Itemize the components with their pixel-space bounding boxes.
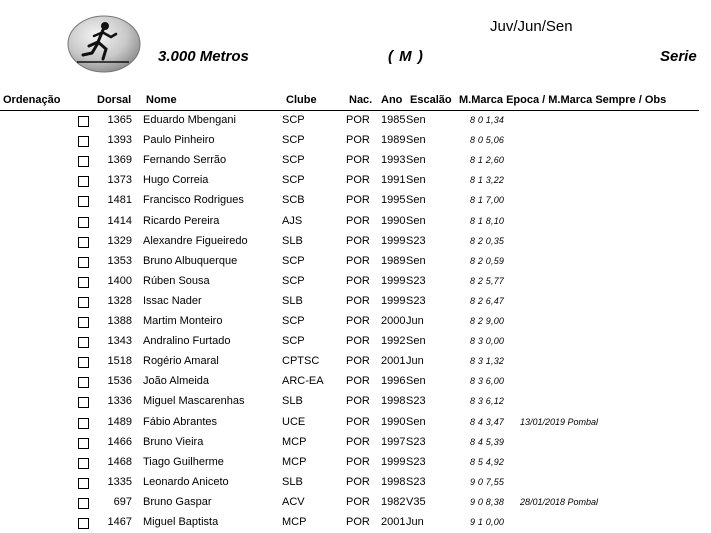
categories-label: Juv/Jun/Sen xyxy=(490,18,573,35)
category-cell: Jun xyxy=(406,315,424,327)
table-row xyxy=(0,252,711,272)
best-mark-cell: 8 2 6,47 xyxy=(470,295,505,306)
bib-cell: 1388 xyxy=(107,315,132,327)
row-checkbox[interactable] xyxy=(78,317,89,328)
athlete-name: Bruno Gaspar xyxy=(143,495,212,508)
club-cell: SLB xyxy=(282,234,303,247)
bib-cell: 1335 xyxy=(107,475,132,488)
col-header-clube: Clube xyxy=(286,94,317,106)
club-cell: SLB xyxy=(282,395,303,408)
athlete-name: Leonardo Aniceto xyxy=(143,475,229,488)
birth-year-cell: 1996 xyxy=(381,375,406,388)
nationality-cell: POR xyxy=(346,375,370,388)
club-cell: MCP xyxy=(282,516,307,528)
table-row xyxy=(0,232,711,252)
table-row xyxy=(0,453,711,473)
club-cell: SCP xyxy=(282,134,305,147)
athlete-name: Fábio Abrantes xyxy=(143,415,217,428)
bib-cell: 1336 xyxy=(107,395,132,408)
row-checkbox[interactable] xyxy=(78,156,89,167)
athlete-name: João Almeida xyxy=(143,375,210,388)
nationality-cell: POR xyxy=(346,174,370,187)
table-row xyxy=(0,493,711,513)
table-row xyxy=(0,191,711,211)
nationality-cell: POR xyxy=(346,294,370,307)
nationality-cell: POR xyxy=(346,335,370,348)
nationality-cell: POR xyxy=(346,435,370,448)
col-header-nome: Nome xyxy=(146,94,177,106)
birth-year-cell: 2001 xyxy=(381,516,406,528)
birth-year-cell: 1985 xyxy=(381,114,406,126)
row-checkbox[interactable] xyxy=(78,498,89,509)
obs-cell: 13/01/2019 Pombal xyxy=(520,416,599,427)
row-checkbox[interactable] xyxy=(78,217,89,228)
category-cell: Sen xyxy=(406,154,426,167)
nationality-cell: POR xyxy=(346,395,370,408)
col-header-ordenacao: Ordenação xyxy=(3,94,61,106)
athlete-name: Bruno Vieira xyxy=(143,435,204,448)
category-cell: Sen xyxy=(406,375,426,388)
category-cell: S23 xyxy=(406,234,426,247)
bib-cell: 1369 xyxy=(107,154,132,167)
table-row xyxy=(0,392,711,412)
bib-cell: 1373 xyxy=(107,174,132,187)
birth-year-cell: 1990 xyxy=(381,214,406,227)
category-cell: Sen xyxy=(406,335,426,348)
row-checkbox[interactable] xyxy=(78,458,89,469)
birth-year-cell: 1993 xyxy=(381,154,406,167)
best-mark-cell: 8 3 6,12 xyxy=(470,396,505,407)
club-cell: SCP xyxy=(282,174,305,187)
category-cell: Sen xyxy=(406,214,426,227)
category-cell: V35 xyxy=(406,495,426,508)
birth-year-cell: 1998 xyxy=(381,395,406,408)
bib-cell: 1414 xyxy=(107,214,132,227)
club-cell: UCE xyxy=(282,415,306,428)
bib-cell: 1365 xyxy=(107,114,132,126)
bib-cell: 697 xyxy=(113,495,132,508)
col-header-nac: Nac. xyxy=(349,94,373,106)
best-mark-cell: 9 0 8,38 xyxy=(470,496,505,507)
row-checkbox[interactable] xyxy=(78,397,89,408)
nationality-cell: POR xyxy=(346,475,370,488)
category-cell: Sen xyxy=(406,194,426,207)
birth-year-cell: 2000 xyxy=(381,315,406,327)
table-row xyxy=(0,332,711,352)
best-mark-cell: 8 0 1,34 xyxy=(470,115,505,125)
bib-cell: 1466 xyxy=(107,435,132,448)
best-mark-cell: 8 2 0,59 xyxy=(470,255,505,266)
nationality-cell: POR xyxy=(346,355,370,368)
club-cell: SLB xyxy=(282,475,303,488)
category-cell: S23 xyxy=(406,395,426,408)
athlete-name: Andralino Furtado xyxy=(143,335,231,348)
category-cell: S23 xyxy=(406,294,426,307)
category-cell: Sen xyxy=(406,134,426,147)
table-row xyxy=(0,433,711,453)
nationality-cell: POR xyxy=(346,495,370,508)
category-cell: Jun xyxy=(406,355,424,368)
bib-cell: 1518 xyxy=(107,355,132,368)
birth-year-cell: 1982 xyxy=(381,495,406,508)
bib-cell: 1467 xyxy=(107,516,132,528)
nationality-cell: POR xyxy=(346,415,370,428)
row-checkbox[interactable] xyxy=(78,478,89,489)
row-checkbox[interactable] xyxy=(78,237,89,248)
athlete-name: Ricardo Pereira xyxy=(143,214,220,227)
row-checkbox[interactable] xyxy=(78,116,89,127)
federation-logo xyxy=(67,15,141,73)
best-mark-cell: 8 3 1,32 xyxy=(470,356,505,367)
club-cell: MCP xyxy=(282,435,307,448)
best-mark-cell: 8 5 4,92 xyxy=(470,456,505,467)
athlete-name: Miguel Mascarenhas xyxy=(143,395,245,408)
athlete-name: Hugo Correia xyxy=(143,174,209,187)
category-cell: S23 xyxy=(406,274,426,287)
table-row xyxy=(0,151,711,171)
nationality-cell: POR xyxy=(346,234,370,247)
club-cell: SCP xyxy=(282,315,305,327)
category-cell: S23 xyxy=(406,475,426,488)
best-mark-cell: 8 4 3,47 xyxy=(470,416,505,427)
club-cell: ACV xyxy=(282,495,305,508)
table-row xyxy=(0,272,711,292)
row-checkbox[interactable] xyxy=(78,438,89,449)
athlete-name: Alexandre Figueiredo xyxy=(143,234,248,247)
club-cell: MCP xyxy=(282,455,307,468)
bib-cell: 1536 xyxy=(107,375,132,388)
obs-cell: 28/01/2018 Pombal xyxy=(520,496,599,507)
birth-year-cell: 1999 xyxy=(381,294,406,307)
row-checkbox[interactable] xyxy=(78,377,89,388)
table-row xyxy=(0,352,711,372)
col-header-marks: M.Marca Epoca / M.Marca Sempre / Obs xyxy=(459,94,667,106)
best-mark-cell: 8 0 5,06 xyxy=(470,135,505,146)
bib-cell: 1489 xyxy=(107,415,132,428)
nationality-cell: POR xyxy=(346,315,370,327)
bib-cell: 1481 xyxy=(107,194,132,207)
row-checkbox[interactable] xyxy=(78,136,89,147)
athlete-name: Rogério Amaral xyxy=(143,355,219,368)
birth-year-cell: 1989 xyxy=(381,254,406,267)
nationality-cell: POR xyxy=(346,214,370,227)
nationality-cell: POR xyxy=(346,134,370,147)
athlete-name: Martim Monteiro xyxy=(143,315,223,327)
table-row xyxy=(0,212,711,232)
col-header-escalao: Escalão xyxy=(410,94,452,106)
club-cell: SCP xyxy=(282,335,305,348)
best-mark-cell: 8 2 9,00 xyxy=(470,316,505,326)
best-mark-cell: 8 4 5,39 xyxy=(470,436,505,447)
row-checkbox[interactable] xyxy=(78,518,89,529)
nationality-cell: POR xyxy=(346,154,370,167)
category-cell: S23 xyxy=(406,435,426,448)
table-row xyxy=(0,513,711,533)
birth-year-cell: 1995 xyxy=(381,194,406,207)
nationality-cell: POR xyxy=(346,194,370,207)
category-cell: Sen xyxy=(406,415,426,428)
runner-logo-icon xyxy=(67,15,141,73)
category-cell: Sen xyxy=(406,174,426,187)
row-checkbox[interactable] xyxy=(78,297,89,308)
bib-cell: 1353 xyxy=(107,254,132,267)
club-cell: SCB xyxy=(282,194,305,207)
birth-year-cell: 1998 xyxy=(381,475,406,488)
best-mark-cell: 8 3 6,00 xyxy=(470,376,505,387)
table-row xyxy=(0,413,711,433)
bib-cell: 1328 xyxy=(107,294,132,307)
best-mark-cell: 8 1 7,00 xyxy=(470,195,505,206)
nationality-cell: POR xyxy=(346,274,370,287)
nationality-cell: POR xyxy=(346,114,370,126)
best-mark-cell: 8 3 0,00 xyxy=(470,336,505,347)
row-checkbox[interactable] xyxy=(78,277,89,288)
athlete-name: Bruno Albuquerque xyxy=(143,254,238,267)
row-checkbox[interactable] xyxy=(78,357,89,368)
best-mark-cell: 8 2 5,77 xyxy=(470,275,505,286)
serie-label: Serie xyxy=(660,48,697,65)
table-row xyxy=(0,473,711,493)
best-mark-cell: 8 1 3,22 xyxy=(470,175,505,186)
birth-year-cell: 1999 xyxy=(381,455,406,468)
birth-year-cell: 2001 xyxy=(381,355,406,368)
best-mark-cell: 8 1 8,10 xyxy=(470,215,505,226)
table-row xyxy=(0,131,711,151)
row-checkbox[interactable] xyxy=(78,196,89,207)
nationality-cell: POR xyxy=(346,516,370,528)
club-cell: SCP xyxy=(282,114,305,126)
birth-year-cell: 1999 xyxy=(381,274,406,287)
club-cell: CPTSC xyxy=(282,355,320,368)
athlete-name: Francisco Rodrigues xyxy=(143,194,244,207)
bib-cell: 1400 xyxy=(107,274,132,287)
table-row xyxy=(0,171,711,191)
category-cell: S23 xyxy=(406,455,426,468)
table-row xyxy=(0,372,711,392)
row-checkbox[interactable] xyxy=(78,418,89,429)
birth-year-cell: 1990 xyxy=(381,415,406,428)
birth-year-cell: 1991 xyxy=(381,174,406,187)
table-row xyxy=(0,292,711,312)
athlete-name: Paulo Pinheiro xyxy=(143,134,215,147)
club-cell: SLB xyxy=(282,294,303,307)
best-mark-cell: 8 1 2,60 xyxy=(470,155,505,166)
club-cell: SCP xyxy=(282,154,305,167)
row-checkbox[interactable] xyxy=(78,337,89,348)
athlete-name: Issac Nader xyxy=(143,294,202,307)
table-row xyxy=(0,111,711,131)
athlete-name: Rúben Sousa xyxy=(143,274,210,287)
row-checkbox[interactable] xyxy=(78,176,89,187)
best-mark-cell: 8 2 0,35 xyxy=(470,235,505,246)
athlete-name: Fernando Serrão xyxy=(143,154,227,167)
birth-year-cell: 1999 xyxy=(381,234,406,247)
category-cell: Sen xyxy=(406,254,426,267)
athlete-name: Tiago Guilherme xyxy=(143,455,224,468)
bib-cell: 1468 xyxy=(107,455,132,468)
category-cell: Sen xyxy=(406,114,426,126)
col-header-dorsal: Dorsal xyxy=(97,94,132,106)
birth-year-cell: 1989 xyxy=(381,134,406,147)
best-mark-cell: 9 0 7,55 xyxy=(470,476,505,487)
event-title: 3.000 Metros xyxy=(158,48,249,65)
athlete-name: Eduardo Mbengani xyxy=(143,114,236,126)
col-header-ano: Ano xyxy=(381,94,403,106)
athlete-name: Miguel Baptista xyxy=(143,516,219,528)
bib-cell: 1343 xyxy=(107,335,132,348)
club-cell: SCP xyxy=(282,254,305,267)
club-cell: ARC-EA xyxy=(282,375,324,388)
best-mark-cell: 9 1 0,00 xyxy=(470,517,505,527)
row-checkbox[interactable] xyxy=(78,257,89,268)
birth-year-cell: 1997 xyxy=(381,435,406,448)
nationality-cell: POR xyxy=(346,455,370,468)
birth-year-cell: 1992 xyxy=(381,335,406,348)
table-row xyxy=(0,312,711,332)
nationality-cell: POR xyxy=(346,254,370,267)
category-cell: Jun xyxy=(406,516,424,528)
club-cell: SCP xyxy=(282,274,305,287)
bib-cell: 1393 xyxy=(107,134,132,147)
gender-label: ( M ) xyxy=(388,48,424,65)
bib-cell: 1329 xyxy=(107,234,132,247)
club-cell: AJS xyxy=(282,214,303,227)
